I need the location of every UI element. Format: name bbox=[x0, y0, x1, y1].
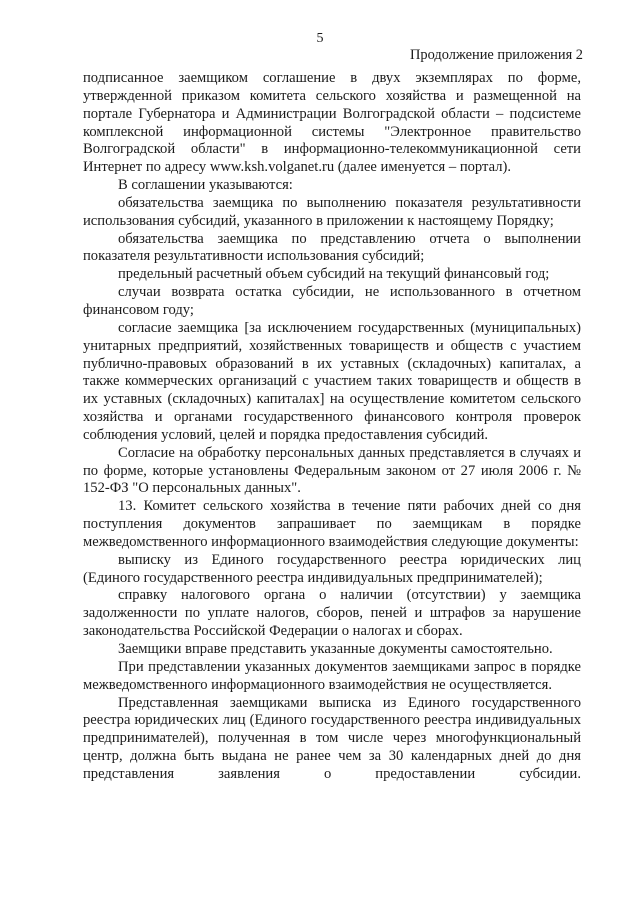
paragraph-subsidy-limit: предельный расчетный объем субсидий на текущий финансовый год; bbox=[118, 266, 550, 283]
paragraph-no-request: При представлении указанных документов заемщиками запрос в порядке межведомственного информационного взаимодействия не осуществляется. bbox=[83, 658, 581, 693]
paragraph-self-submission: Заемщики вправе представить указанные документы самостоятельно. bbox=[118, 641, 553, 657]
paragraph-agreement-contents: В соглашении указываются: bbox=[118, 177, 293, 194]
paragraph-performance-obligations: обязательства заемщика по выполнению показателя результативности использования субсидий, указанного в приложении к настоящему Порядку; bbox=[83, 194, 581, 229]
paragraph-tax-certificate: справку налогового органа о наличии (отсутствии) у заемщика задолженности по уплате налогов, сборов, пеней и штрафов за нарушение законодательства Российской Федерации о налогах и сборах. bbox=[83, 587, 581, 640]
paragraph-refund-cases: случаи возврата остатка субсидии, не использованного в отчетном финансовом году; bbox=[83, 284, 581, 318]
paragraph-inspection-consent: согласие заемщика [за исключением государственных (муниципальных) унитарных предприятий, хозяйственных товариществ и обществ с участием публично-правовых образований в их уставных (складочных) капиталах, а также коммерческих организаций с участием таких товариществ и обществ в их уставных (складочных) капиталах] на осуществление комитетом сельского хозяйства и органами государственного финансового контроля проверок соблюдения условий, целей и порядка предоставления субсидий. bbox=[83, 319, 581, 443]
paragraph-report-obligations: обязательства заемщика по представлению отчета о выполнении показателя результативности использования субсидий; bbox=[83, 230, 581, 265]
paragraph-agreement: подписанное заемщиком соглашение в двух экземплярах по форме, утвержденной приказом комитета сельского хозяйства и размещенной на портале Губернатора и Администрации Волгоградской области – подсистеме комплексной информационной системы "Электронное правительство Волгоградской области" в информационно-телекоммуникационной сети Интернет по адресу www.ksh.volganet.ru (далее именуется – портал). bbox=[83, 70, 581, 176]
paragraph-registry-extract: выписку из Единого государственного реестра юридических лиц (Единого государственного реестра индивидуальных предпринимателей); bbox=[83, 551, 581, 586]
paragraph-item-13: 13. Комитет сельского хозяйства в течение пяти рабочих дней со дня поступления документов запрашивает по заемщикам в порядке межведомственного информационного взаимодействия следующие документы: bbox=[83, 498, 581, 550]
appendix-continuation-note: Продолжение приложения 2 bbox=[410, 47, 583, 63]
paragraph-extract-validity: Представленная заемщиками выписка из Единого государственного реестра юридических лиц (Единого государственного реестра индивидуальных предпринимателей), полученная в том числе через многофункциональный центр, должна быть выдана не ранее чем за 30 календарных дней до дня представления заявления о предоставлении субсидии. bbox=[83, 694, 581, 782]
page-number: 5 bbox=[316, 31, 324, 46]
paragraph-personal-data-consent: Согласие на обработку персональных данных представляется в случаях и по форме, которые установлены Федеральным законом от 27 июля 2006 г. № 152-ФЗ "О персональных данных". bbox=[83, 444, 581, 497]
document-body bbox=[83, 70, 581, 784]
